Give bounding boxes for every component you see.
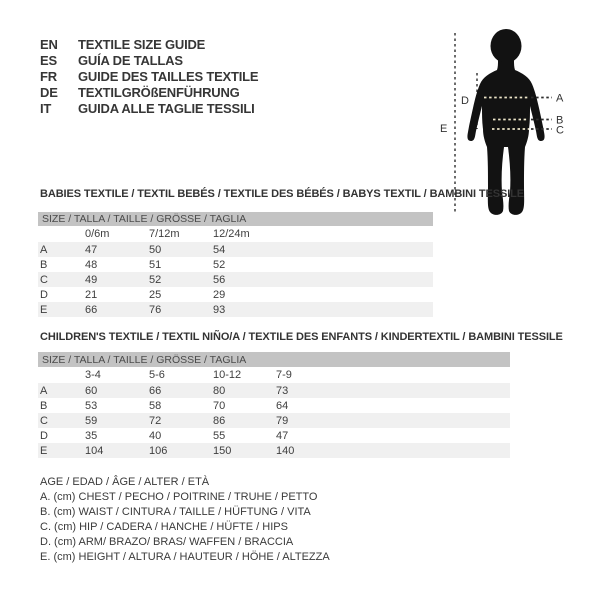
cell: 106 <box>149 444 168 457</box>
cell: 66 <box>149 384 162 397</box>
cell: 40 <box>149 429 162 442</box>
cell: 60 <box>85 384 98 397</box>
row-label: D <box>40 288 48 301</box>
column-header: 10-12 <box>213 369 242 381</box>
column-header: 0/6m <box>85 228 110 240</box>
cell: 29 <box>213 288 226 301</box>
legend-height-line: E. (cm) HEIGHT / ALTURA / HAUTEUR / HÖHE / ALTEZZA <box>40 551 330 563</box>
cell: 47 <box>276 429 289 442</box>
row-label: E <box>40 303 48 316</box>
cell: 79 <box>276 414 289 427</box>
lang-row-es <box>40 53 258 69</box>
children-size-header: SIZE / TALLA / TAILLE / GRÖSSE / TAGLIA <box>38 352 510 367</box>
cell: 53 <box>85 399 98 412</box>
cell: 93 <box>213 303 226 316</box>
lang-row-fr <box>40 69 258 85</box>
row-label: A <box>40 243 48 256</box>
lang-code: EN <box>40 37 58 53</box>
column-header: 7-9 <box>276 369 292 381</box>
language-title-block <box>40 37 258 116</box>
column-header: 12/24m <box>213 228 250 240</box>
row-label: A <box>40 384 48 397</box>
cell: 66 <box>85 303 98 316</box>
row-label: E <box>40 444 48 457</box>
cell: 59 <box>85 414 98 427</box>
column-header: 7/12m <box>149 228 180 240</box>
lang-code: DE <box>40 84 58 100</box>
cell: 72 <box>149 414 162 427</box>
table-row <box>38 242 433 257</box>
table-row <box>38 287 433 302</box>
cell: 50 <box>149 243 162 256</box>
table-row <box>38 428 510 443</box>
cell: 70 <box>213 399 226 412</box>
lang-code: FR <box>40 68 57 84</box>
cell: 150 <box>213 444 232 457</box>
cell: 35 <box>85 429 98 442</box>
cell: 21 <box>85 288 98 301</box>
cell: 54 <box>213 243 226 256</box>
label-a: A <box>556 92 564 105</box>
lang-row-it <box>40 100 258 116</box>
table-row <box>38 413 510 428</box>
children-table-title: CHILDREN'S TEXTILE / TEXTIL NIÑO/A / TEXTILE DES ENFANTS / KINDERTEXTIL / BAMBINI TESSILE <box>40 331 563 343</box>
babies-table-title: BABIES TEXTILE / TEXTIL BEBÉS / TEXTILE DES BÉBÉS / BABYS TEXTIL / BAMBINI TESSILE <box>40 188 525 200</box>
row-label: B <box>40 399 48 412</box>
lang-code: IT <box>40 100 52 116</box>
guide-title-en: TEXTILE SIZE GUIDE <box>78 37 206 53</box>
label-e: E <box>440 123 448 135</box>
legend-waist-line: B. (cm) WAIST / CINTURA / TAILLE / HÜFTUNG / VITA <box>40 506 311 518</box>
table-row <box>38 302 433 317</box>
table-row <box>38 257 433 272</box>
guide-title-it: GUIDA ALLE TAGLIE TESSILI <box>78 100 255 116</box>
legend-chest-line: A. (cm) CHEST / PECHO / POITRINE / TRUHE / PETTO <box>40 491 318 503</box>
cell: 64 <box>276 399 289 412</box>
row-label: C <box>40 273 48 286</box>
guide-title-fr: GUIDE DES TAILLES TEXTILE <box>78 68 259 84</box>
cell: 73 <box>276 384 289 397</box>
lang-code: ES <box>40 53 57 69</box>
table-row <box>38 272 433 287</box>
cell: 52 <box>149 273 162 286</box>
cell: 76 <box>149 303 162 316</box>
children-column-header-row <box>38 367 510 383</box>
table-row <box>38 443 510 458</box>
label-b: B <box>556 114 564 127</box>
table-row <box>38 398 510 413</box>
cell: 52 <box>213 258 226 271</box>
row-label: C <box>40 414 48 427</box>
cell: 104 <box>85 444 104 457</box>
cell: 51 <box>149 258 162 271</box>
column-header: 3-4 <box>85 369 101 381</box>
legend-arm-line: D. (cm) ARM/ BRAZO/ BRAS/ WAFFEN / BRACCIA <box>40 536 294 548</box>
row-label: B <box>40 258 48 271</box>
cell: 86 <box>213 414 226 427</box>
legend-age-line: AGE / EDAD / ÂGE / ALTER / ETÀ <box>40 476 210 488</box>
cell: 47 <box>85 243 98 256</box>
lang-row-de <box>40 84 258 100</box>
cell: 56 <box>213 273 226 286</box>
guide-title-de: TEXTILGRÖßENFÜHRUNG <box>78 84 240 100</box>
silhouette-head <box>491 29 522 63</box>
cell: 48 <box>85 258 98 271</box>
lang-row-en <box>40 37 258 53</box>
cell: 80 <box>213 384 226 397</box>
cell: 55 <box>213 429 226 442</box>
measurement-legend <box>40 475 330 565</box>
label-c: C <box>556 124 564 137</box>
cell: 49 <box>85 273 98 286</box>
column-header: 5-6 <box>149 369 165 381</box>
cell: 25 <box>149 288 162 301</box>
legend-hip-line: C. (cm) HIP / CADERA / HANCHE / HÜFTE / HIPS <box>40 521 288 533</box>
cell: 140 <box>276 444 295 457</box>
cell: 58 <box>149 399 162 412</box>
babies-column-header-row <box>38 226 433 242</box>
label-d: D <box>461 95 469 107</box>
babies-size-header: SIZE / TALLA / TAILLE / GRÖSSE / TAGLIA <box>38 212 433 226</box>
table-row <box>38 383 510 398</box>
row-label: D <box>40 429 48 442</box>
guide-title-es: GUÍA DE TALLAS <box>78 53 183 69</box>
